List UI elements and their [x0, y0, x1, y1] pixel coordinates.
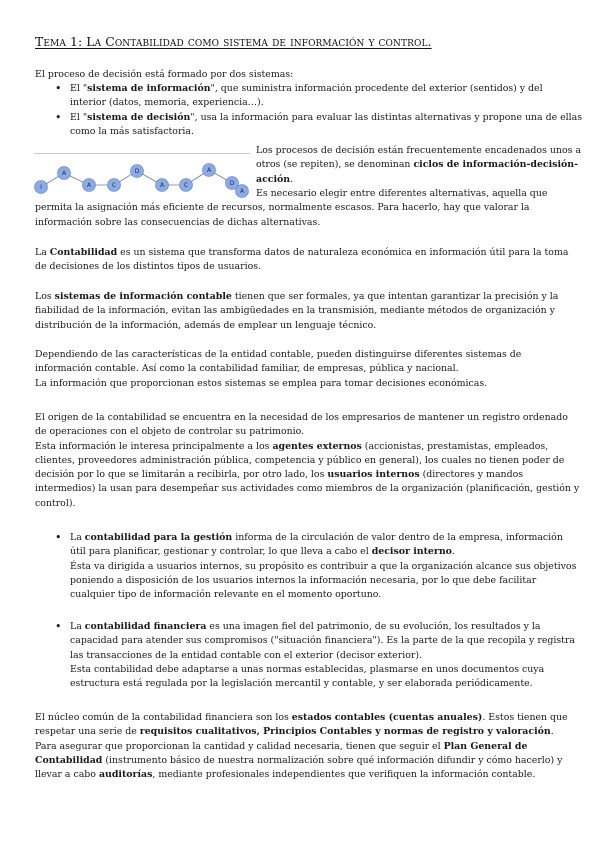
- sistemas-contables-paragraph: Los sistemas de información contable tienen que ser formales, ya que intentan garantizar la precisión y la fiabilidad de la información, evitan las ambigüedades en la transmisión, mediante métodos de organización y distribución de la información, además de emplear un lenguaje técnico.: [35, 291, 559, 331]
- nucleo-paragraph: El núcleo común de la contabilidad financiera son los estados contables (cuentas anuales). Estos tienen que respetar una serie de requisitos cualitativos, Principios Contables y normas de registro y valoración. Para asegurar que proporcionan la cantidad y calidad necesaria, tienen que seguir el Plan General de Contabilidad (instrumento básico de nuestra normalización sobre qué información difundir y cómo hacerlo) y llevar a cabo auditorías, mediante profesionales independientes que verifiquen la información contable.: [35, 712, 568, 781]
- system-decision-term: sistema de decisión: [87, 112, 191, 123]
- diagram-node-label: A: [239, 188, 245, 196]
- contabilidad-term: Contabilidad: [49, 247, 118, 258]
- bullet-icon: •: [55, 531, 62, 544]
- usuarios-internos-term: usuarios internos: [327, 469, 420, 481]
- system-decision-item: El "sistema de decisión", usa la información para evaluar las distintas alternativas y propone una de ellas como la más satisfactoria.: [70, 112, 583, 138]
- auditorias-term: auditorías: [98, 769, 153, 781]
- gestion-term: contabilidad para la gestión: [84, 532, 233, 543]
- diagram-node: [58, 167, 71, 180]
- page-title: Tema 1: La Contabilidad como sistema de información y control.: [35, 34, 432, 49]
- diagram-node: [131, 165, 144, 178]
- dependiendo-paragraph: Dependiendo de las características de la entidad contable, pueden distinguirse diferentes sistemas de información contable. Así como la contabilidad familiar, de empresas, pública y nacional. La información que proporcionan estos sistemas se emplea para tomar decisiones económicas.: [35, 349, 522, 389]
- estados-contables-term: estados contables (cuentas anuales): [291, 712, 483, 723]
- bullet-icon: •: [55, 82, 62, 95]
- diagram-node-label: C: [111, 182, 117, 190]
- agentes-externos-term: agentes externos: [272, 440, 362, 452]
- requisitos-term: requisitos cualitativos, Principios Contables y normas de registro y valoración: [139, 726, 551, 738]
- diagram-node-label: A: [159, 182, 165, 190]
- financiera-term: contabilidad financiera: [84, 621, 207, 632]
- origen-paragraph: El origen de la contabilidad se encuentra en la necesidad de los empresarios de mantener un registro ordenado de operaciones con el objeto de controlar su patrimonio. Esta información le interesa principalmente a los agentes externos (accionistas, prestamistas, empleados, clientes, proveedores administración pública, competencia y público en general), los cuales no tienen poder de decisión por lo que se limitarán a recibirla, por otro lado, los usuarios internos (directores y mandos intermedios) la usan para desempeñar sus actividades como miembros de la organización (planificación, gestión y control).: [35, 412, 580, 509]
- cycle-paragraph: Los procesos de decisión están frecuentemente encadenados unos a otros (se repiten), se denominan ciclos de información-decisión-acción.: [256, 145, 581, 185]
- plan-general-term: Plan General de Contabilidad: [35, 740, 528, 766]
- diagram-node-label: I: [40, 184, 42, 192]
- diagram-node-label: A: [206, 167, 212, 175]
- diagram-node-label: A: [86, 182, 92, 190]
- cycle-term: ciclos de información-decisión-acción: [256, 159, 578, 185]
- diagram-node-label: C: [183, 182, 189, 190]
- contabilidad-financiera-item: La contabilidad financiera es una imagen fiel del patrimonio, de su evolución, los resultados y la capacidad para atender sus compromisos ("situación financiera"). Es la parte de la que recopila y registra las transacciones de la entidad contable con el exterior (decisor exterior). Esta contabilidad debe adaptarse a unas normas establecidas, plasmarse en unos documentos cuya estructura está regulada por la legislación mercantil y contable, y ser elaborada periódicamente.: [70, 621, 576, 690]
- system-info-item: El "sistema de información", que suministra información procedente del exterior (sentidos) y del interior (datos, memoria, experiencia…).: [70, 83, 543, 109]
- diagram-node-label: A: [61, 170, 67, 178]
- alternatives-paragraph: Es necesario elegir entre diferentes alternativas, aquella que permita la asignación más eficiente de recursos, normalmente escasos. Para hacerlo, hay que valorar la información sobre las consecuencias de dichas alternativas.: [35, 188, 548, 228]
- intro-text: El proceso de decisión está formado por dos sistemas:: [35, 69, 294, 80]
- system-info-term: sistema de información: [87, 83, 211, 94]
- diagram-node: [203, 164, 216, 177]
- intro-paragraph: [35, 68, 575, 82]
- diagram-node-label: D: [134, 168, 140, 176]
- bullet-icon: •: [55, 111, 62, 124]
- decisor-interno-term: decisor interno: [371, 546, 452, 558]
- sistemas-contables-term: sistemas de información contable: [54, 291, 232, 302]
- bullet-icon: •: [55, 620, 62, 633]
- diagram-node-label: D: [229, 180, 235, 188]
- contabilidad-definition: La Contabilidad es un sistema que transforma datos de naturaleza económica en información útil para la toma de decisiones de los distintos tipos de usuarios.: [35, 247, 569, 273]
- contabilidad-gestion-item: La contabilidad para la gestión informa de la circulación de valor dentro de la empresa, información útil para planificar, gestionar y controlar, lo que lleva a cabo el decisor interno. Ésta va dirigida a usuarios internos, su propósito es contribuir a que la organización alcance sus objetivos poniendo a disposición de los usuarios internos la información necesaria, por lo que debe facilitar cualquier tipo de información relevante en el momento oportuno.: [70, 532, 577, 601]
